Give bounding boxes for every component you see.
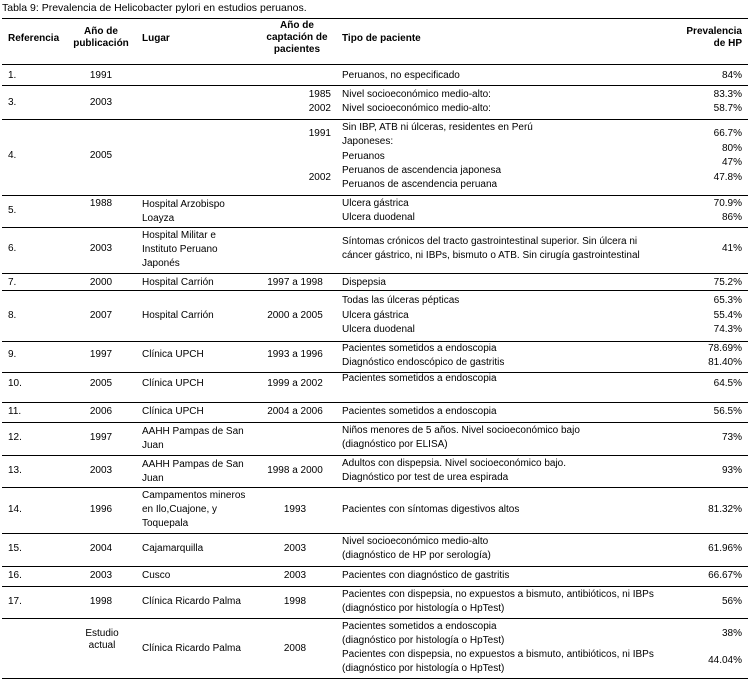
row-lugar: AAHH Pampas de San Juan bbox=[142, 426, 244, 451]
row-year: 2000 bbox=[89, 277, 113, 288]
row-tipo-paciente: (diagnóstico por histología o HpTest) bbox=[342, 663, 505, 674]
row-prevalencia: 65.3% bbox=[713, 295, 742, 306]
table-rule bbox=[2, 85, 748, 86]
row-year: 2005 bbox=[89, 378, 113, 389]
row-captacion: 2002 bbox=[308, 103, 331, 114]
row-captacion: 1991 bbox=[308, 128, 331, 139]
table-rule bbox=[2, 586, 748, 587]
row-tipo-paciente: Peruanos de ascendencia peruana bbox=[342, 179, 498, 190]
row-prevalencia: 73% bbox=[721, 432, 742, 443]
row-ref: 7. bbox=[8, 277, 17, 288]
row-prevalencia: 61.96% bbox=[708, 543, 742, 554]
table-rule bbox=[2, 119, 748, 120]
row-prevalencia: 47.8% bbox=[713, 172, 742, 183]
row-year: 1988 bbox=[89, 198, 113, 209]
row-captacion: 1997 a 1998 bbox=[267, 277, 323, 288]
row-ref: 8. bbox=[8, 310, 17, 321]
row-prevalencia: 44.04% bbox=[708, 655, 742, 666]
row-prevalencia: 74.3% bbox=[713, 324, 742, 335]
table-rule bbox=[2, 487, 748, 488]
row-tipo-paciente: Nivel socioeconómico medio-alto bbox=[342, 536, 489, 547]
row-lugar: Clínica Ricardo Palma bbox=[142, 596, 241, 607]
row-lugar: Hospital Militar e Instituto Peruano Japonés bbox=[142, 230, 218, 269]
row-captacion: 2000 a 2005 bbox=[267, 310, 323, 321]
row-tipo-paciente: Sin IBP, ATB ni úlceras, residentes en Perú bbox=[342, 122, 533, 133]
row-tipo-paciente: Niños menores de 5 años. Nivel socioeconómico bajo bbox=[342, 425, 580, 436]
row-year: 2007 bbox=[89, 310, 113, 321]
row-prevalencia: 47% bbox=[721, 157, 742, 168]
row-tipo-paciente: Dispepsia bbox=[342, 277, 386, 288]
table-rule bbox=[2, 422, 748, 423]
row-ref: 13. bbox=[8, 465, 22, 476]
row-ref: 5. bbox=[8, 205, 17, 216]
row-lugar: Hospital Carrión bbox=[142, 277, 214, 288]
row-lugar: AAHH Pampas de San Juan bbox=[142, 459, 244, 484]
table-rule bbox=[2, 618, 748, 619]
row-lugar: Clínica UPCH bbox=[142, 378, 204, 389]
row-ref: 14. bbox=[8, 504, 22, 515]
row-tipo-paciente: Síntomas crónicos del tracto gastrointestinal superior. Sin úlcera ni bbox=[342, 236, 638, 247]
row-captacion: 1993 bbox=[283, 504, 307, 515]
header-prevalencia: Prevalencia de HP bbox=[686, 26, 742, 49]
row-prevalencia: 64.5% bbox=[713, 378, 742, 389]
row-lugar: Hospital Arzobispo Loayza bbox=[142, 199, 225, 224]
row-tipo-paciente: Todas las úlceras pépticas bbox=[342, 295, 460, 306]
row-tipo-paciente: Pacientes con dispepsia, no expuestos a bismuto, antibióticos, ni IBPs bbox=[342, 649, 654, 660]
row-prevalencia: 58.7% bbox=[713, 103, 742, 114]
row-tipo-paciente: Pacientes sometidos a endoscopia bbox=[342, 373, 497, 384]
row-tipo-paciente: (diagnóstico por histología o HpTest) bbox=[342, 603, 505, 614]
header-anio-publicacion: Año de publicación bbox=[73, 26, 129, 49]
row-prevalencia: 83.3% bbox=[713, 89, 742, 100]
row-ref: 12. bbox=[8, 432, 22, 443]
header-referencia: Referencia bbox=[8, 33, 60, 44]
row-tipo-paciente: (diagnóstico de HP por serología) bbox=[342, 550, 491, 561]
table-rule bbox=[2, 64, 748, 65]
row-lugar: Clínica UPCH bbox=[142, 406, 204, 417]
row-ref: 10. bbox=[8, 378, 22, 389]
row-tipo-paciente: Pacientes con síntomas digestivos altos bbox=[342, 504, 520, 515]
row-prevalencia: 84% bbox=[721, 70, 742, 81]
row-year: 1991 bbox=[89, 70, 113, 81]
row-year: 2003 bbox=[89, 243, 113, 254]
row-year: 2006 bbox=[89, 406, 113, 417]
row-ref: 6. bbox=[8, 243, 17, 254]
table-rule bbox=[2, 290, 748, 291]
row-tipo-paciente: Pacientes con dispepsia, no expuestos a bismuto, antibióticos, ni IBPs bbox=[342, 589, 654, 600]
row-ref: 1. bbox=[8, 70, 17, 81]
row-lugar: Cajamarquilla bbox=[142, 543, 204, 554]
row-tipo-paciente: Peruanos, no especificado bbox=[342, 70, 460, 81]
row-tipo-paciente: Japoneses: bbox=[342, 136, 394, 147]
row-tipo-paciente: Pacientes sometidos a endoscopia bbox=[342, 406, 497, 417]
row-prevalencia: 93% bbox=[721, 465, 742, 476]
row-captacion: 1998 bbox=[283, 596, 307, 607]
table-rule bbox=[2, 402, 748, 403]
row-prevalencia: 55.4% bbox=[713, 310, 742, 321]
row-tipo-paciente: Nivel socioeconómico medio-alto: bbox=[342, 89, 491, 100]
row-captacion: 1993 a 1996 bbox=[267, 349, 323, 360]
row-lugar: Cusco bbox=[142, 570, 171, 581]
row-year: 2003 bbox=[89, 570, 113, 581]
row-tipo-paciente: Peruanos de ascendencia japonesa bbox=[342, 165, 502, 176]
table-rule bbox=[2, 455, 748, 456]
row-year: 2004 bbox=[89, 543, 113, 554]
row-captacion: 1985 bbox=[308, 89, 331, 100]
row-tipo-paciente: (diagnóstico por ELISA) bbox=[342, 439, 448, 450]
row-year: 1996 bbox=[89, 504, 113, 515]
row-captacion: 2003 bbox=[283, 570, 307, 581]
row-tipo-paciente: cáncer gástrico, ni IBPs, bismuto o ATB. Sin cirugía gastrointestinal bbox=[342, 250, 640, 261]
row-prevalencia: 66.67% bbox=[708, 570, 742, 581]
table-rule bbox=[2, 533, 748, 534]
table-rule bbox=[2, 273, 748, 274]
row-tipo-paciente: Ulcera gástrica bbox=[342, 198, 409, 209]
header-anio-captacion: Año de captación de pacientes bbox=[266, 20, 328, 55]
row-tipo-paciente: Peruanos bbox=[342, 151, 385, 162]
row-captacion: 2004 a 2006 bbox=[267, 406, 323, 417]
row-prevalencia: 80% bbox=[721, 143, 742, 154]
row-year: 2005 bbox=[89, 150, 113, 161]
row-year: 1997 bbox=[89, 432, 113, 443]
row-ref: 15. bbox=[8, 543, 22, 554]
row-tipo-paciente: Diagnóstico endoscópico de gastritis bbox=[342, 357, 505, 368]
table-rule bbox=[2, 566, 748, 567]
row-prevalencia: 66.7% bbox=[713, 128, 742, 139]
row-tipo-paciente: Adultos con dispepsia. Nivel socioeconómico bajo. bbox=[342, 458, 567, 469]
row-tipo-paciente: Pacientes con diagnóstico de gastritis bbox=[342, 570, 510, 581]
row-ref: 3. bbox=[8, 97, 17, 108]
row-captacion: 1999 a 2002 bbox=[267, 378, 323, 389]
row-tipo-paciente: Nivel socioeconómico medio-alto: bbox=[342, 103, 491, 114]
row-prevalencia: 56% bbox=[721, 596, 742, 607]
header-tipo-paciente: Tipo de paciente bbox=[342, 33, 421, 44]
row-prevalencia: 75.2% bbox=[713, 277, 742, 288]
table-caption: Tabla 9: Prevalencia de Helicobacter pylori en estudios peruanos. bbox=[2, 2, 307, 14]
row-captacion: 2002 bbox=[308, 172, 331, 183]
row-captacion: 2008 bbox=[283, 643, 307, 654]
header-lugar: Lugar bbox=[142, 33, 170, 44]
row-tipo-paciente: Ulcera duodenal bbox=[342, 212, 415, 223]
table-rule bbox=[2, 678, 748, 679]
row-prevalencia: 81.32% bbox=[708, 504, 742, 515]
row-captacion: 1998 a 2000 bbox=[267, 465, 323, 476]
row-lugar: Clínica UPCH bbox=[142, 349, 204, 360]
row-year: 1997 bbox=[89, 349, 113, 360]
row-lugar: Clínica Ricardo Palma bbox=[142, 643, 241, 654]
row-prevalencia: 41% bbox=[721, 243, 742, 254]
row-tipo-paciente: Ulcera gástrica bbox=[342, 310, 409, 321]
row-tipo-paciente: Ulcera duodenal bbox=[342, 324, 415, 335]
row-lugar: Campamentos mineros en Ilo,Cuajone, y Toquepala bbox=[142, 490, 246, 529]
row-lugar: Hospital Carrión bbox=[142, 310, 214, 321]
row-year: Estudio actual bbox=[85, 628, 119, 651]
row-year: 2003 bbox=[89, 465, 113, 476]
row-prevalencia: 38% bbox=[721, 628, 742, 639]
row-captacion: 2003 bbox=[283, 543, 307, 554]
table-rule bbox=[2, 195, 748, 196]
row-prevalencia: 70.9% bbox=[713, 198, 742, 209]
row-prevalencia: 78.69% bbox=[708, 343, 742, 354]
table-rule bbox=[2, 18, 748, 19]
row-prevalencia: 56.5% bbox=[713, 406, 742, 417]
row-tipo-paciente: (diagnóstico por histología o HpTest) bbox=[342, 635, 505, 646]
row-ref: 16. bbox=[8, 570, 22, 581]
row-ref: 11. bbox=[8, 406, 22, 417]
row-ref: 17. bbox=[8, 596, 22, 607]
table-rule bbox=[2, 227, 748, 228]
row-tipo-paciente: Pacientes sometidos a endoscopia bbox=[342, 621, 497, 632]
row-prevalencia: 86% bbox=[721, 212, 742, 223]
row-year: 1998 bbox=[89, 596, 113, 607]
row-prevalencia: 81.40% bbox=[708, 357, 742, 368]
table-rule bbox=[2, 341, 748, 342]
row-ref: 4. bbox=[8, 150, 17, 161]
row-ref: 9. bbox=[8, 349, 17, 360]
row-tipo-paciente: Diagnóstico por test de urea espirada bbox=[342, 472, 509, 483]
row-year: 2003 bbox=[89, 97, 113, 108]
row-tipo-paciente: Pacientes sometidos a endoscopia bbox=[342, 343, 497, 354]
